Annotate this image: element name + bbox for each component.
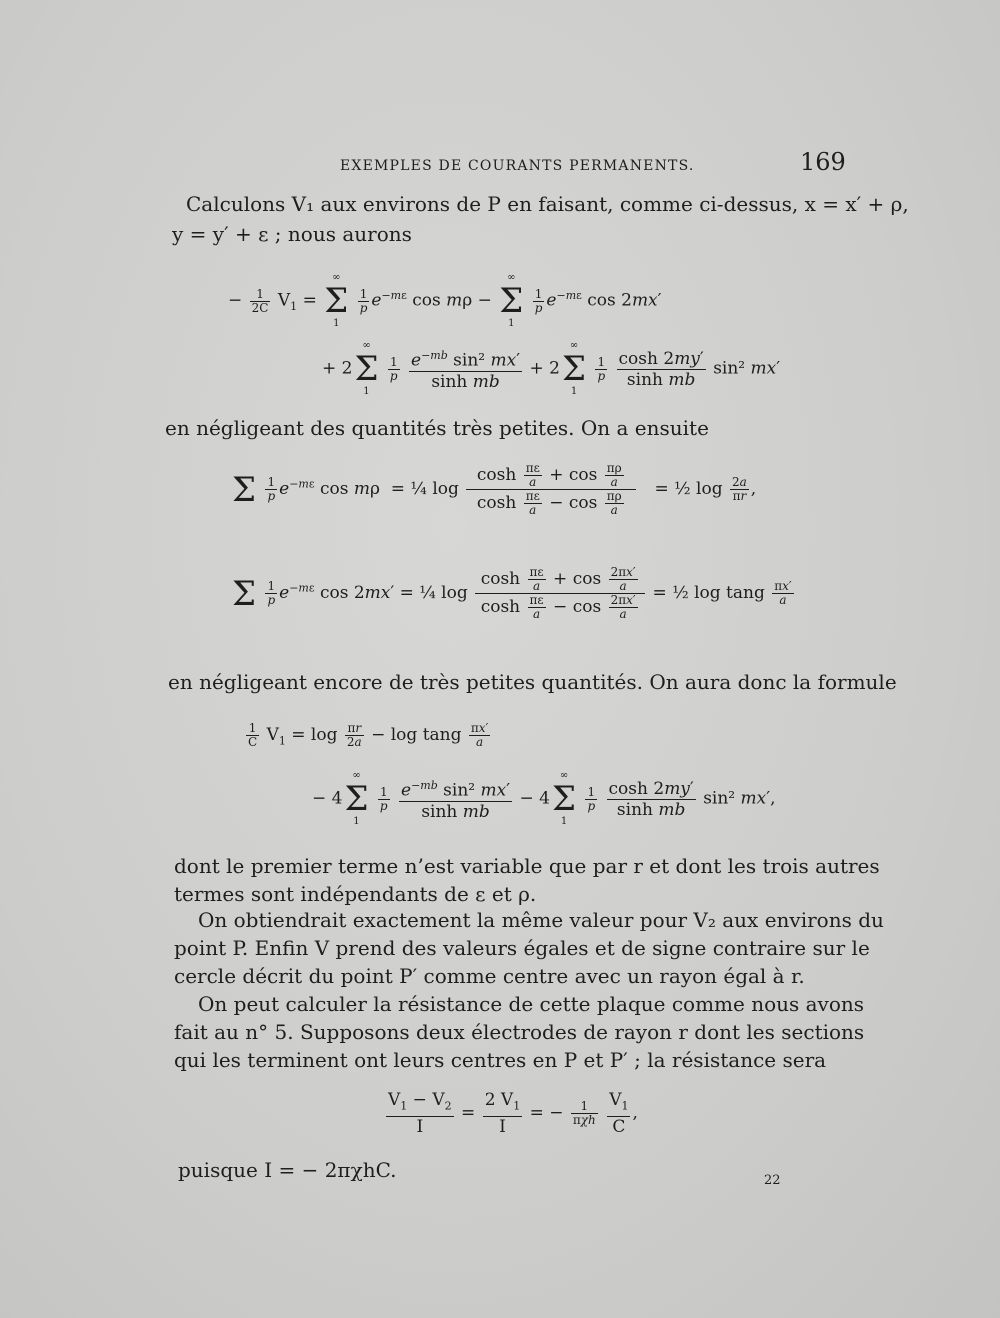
text-line: On obtiendrait exactement la même valeur pour V₂ aux environs du bbox=[198, 908, 884, 932]
text-line: termes sont indépendants de ε et ρ. bbox=[174, 882, 537, 906]
equation-3: Σ $\frac{1}{p}$ $e^{-m\varepsilon}$ cos 2mx′ = ¼ log cosh $\frac{\pi\varepsilon}{a}$ + cos $\frac{2\pi x'}{a}$ cosh $\frac{\pi\varepsilon}{a}$ − cos $\frac{2\pi x'}{a}$ = ½ log tang $\frac{\pi x'}{a}$ bbox=[232, 565, 792, 621]
text-line: cercle décrit du point P′ comme centre avec un rayon égal à r. bbox=[174, 964, 805, 988]
text-line: puisque I = − 2πχhC. bbox=[178, 1158, 397, 1182]
text-line: point P. Enfin V prend des valeurs égales et de signe contraire sur le bbox=[174, 936, 870, 960]
page-number: 169 bbox=[800, 148, 846, 176]
signature-mark: 22 bbox=[764, 1173, 781, 1188]
text-line: On peut calculer la résistance de cette plaque comme nous avons bbox=[198, 992, 865, 1016]
text-line: Calculons V₁ aux environs de P en faisant, comme ci-dessus, x = x′ + ρ, bbox=[186, 192, 909, 216]
text-line: dont le premier terme n’est variable que par r et dont les trois autres bbox=[174, 854, 880, 878]
text-line: en négligeant encore de très petites quantités. On aura donc la formule bbox=[168, 670, 897, 694]
equation-4b: − 4 ∞ Σ 1 $\frac{1}{p}$ $\frac{e^{-mb} \sin^2 mx'}{\text{sinh mb}}$ − 4 ∞ Σ 1 $\frac{1}{p}$ $\frac{\cosh 2my'}{\text{sinh mb}}$ sin² mx′, bbox=[312, 770, 776, 827]
text-line: y = y′ + ε ; nous aurons bbox=[172, 222, 412, 246]
equation-2: Σ $\frac{1}{p}$ $e^{-m\varepsilon}$ cos mρ = ¼ log cosh $\frac{\pi\varepsilon}{a}$ + cos $\frac{\pi\rho}{a}$ cosh $\frac{\pi\varepsilon}{a}$ − cos $\frac{\pi\rho}{a}$ = ½ log $\frac{2a}{\pi r}$ , bbox=[232, 461, 757, 517]
equation-4a: $\frac{1}{C}$ $V_1 = \log$ $\frac{\pi r}{2a}$ − log tang $\frac{\pi x'}{a}$ bbox=[248, 721, 489, 749]
text-line: en négligeant des quantités très petites. On a ensuite bbox=[165, 416, 709, 440]
running-title: EXEMPLES DE COURANTS PERMANENTS. bbox=[340, 158, 695, 174]
equation-1a: − $\frac{1}{2C}$ $V_1$ = ∞ Σ 1 $\frac{1}{p}$ $e^{-m\varepsilon}$ cos mρ − ∞ Σ 1 $\frac{1}{p}$ $e^{-m\varepsilon}$ cos 2mx′ bbox=[228, 272, 662, 329]
text-line: fait au n° 5. Supposons deux électrodes de rayon r dont les sections bbox=[174, 1020, 865, 1044]
equation-1b: + 2 ∞ Σ 1 $\frac{1}{p}$ $\frac{e^{-mb} \sin^2 mx'}{\text{sinh mb}}$ + 2 ∞ Σ 1 $\frac{1}{p}$ $\frac{\cosh 2my'}{\text{sinh mb}}$ sin² mx′ bbox=[322, 340, 781, 397]
equation-5: $\frac{V_1 - V_2}{I}$ = $\frac{2 V_1}{I}$ = − $\frac{1}{\text{πχh}}$ $\frac{V_1}{C}$ , bbox=[388, 1090, 638, 1138]
text-line: qui les terminent ont leurs centres en P et P′ ; la résistance sera bbox=[174, 1048, 827, 1072]
